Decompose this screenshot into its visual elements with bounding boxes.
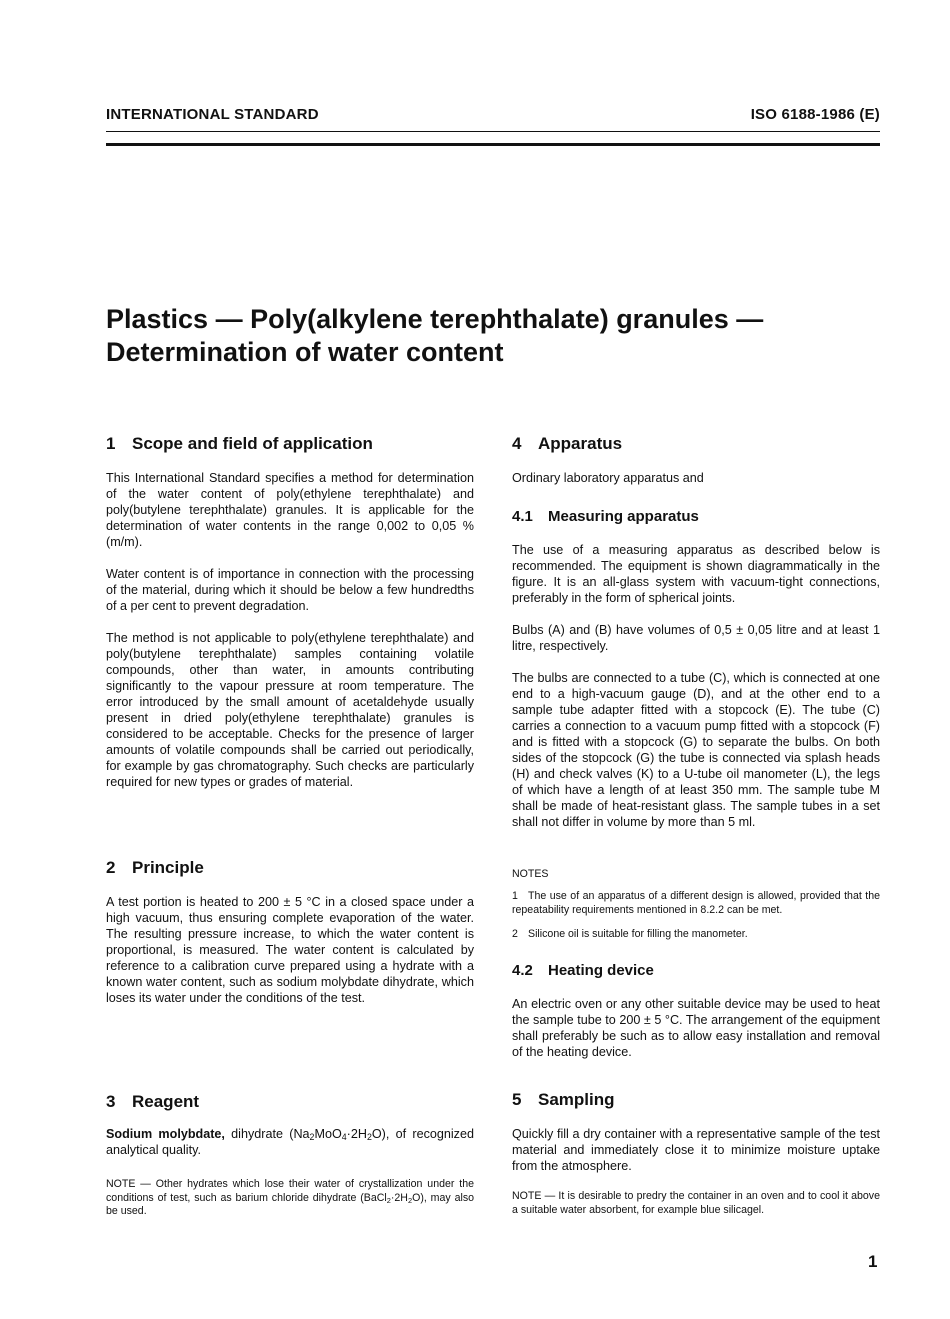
- document-title: [106, 303, 880, 369]
- notes-label: NOTES: [512, 868, 549, 880]
- section-title: Apparatus: [538, 434, 623, 453]
- reagent-name: Sodium molybdate,: [106, 1127, 225, 1141]
- section-2-paragraph: A test portion is heated to 200 ± 5 °C in a closed space under a high vacuum, thus ensuring complete evaporation of the water. The resulting pressure increase, to which the water content is proportional, is measured. The water content is calculated by reference to a calibration curve prepared using a hydrate with a known water content, such as sodium molybdate dihydrate, which loses its water under the conditions of the test.: [106, 895, 474, 1005]
- section-title: Scope and field of application: [132, 434, 373, 453]
- section-1-paragraph-2: Water content is of importance in connection with the processing of the material, during which it should be below a few hundredths of a per cent to prevent degradation.: [106, 567, 474, 613]
- section-4-intro: Ordinary laboratory apparatus and: [512, 471, 704, 485]
- header-rule-thin: [106, 131, 880, 132]
- header-standard-type: INTERNATIONAL STANDARD: [106, 106, 319, 123]
- subsection-4-1-paragraph-2: Bulbs (A) and (B) have volumes of 0,5 ± 0,05 litre and at least 1 litre, respectively.: [512, 623, 880, 653]
- title-line-2: Determination of water content: [106, 337, 504, 367]
- section-5-paragraph: Quickly fill a dry container with a representative sample of the test material and immediately close it to minimize moisture uptake from the atmosphere.: [512, 1127, 880, 1173]
- page-number: 1: [868, 1252, 878, 1271]
- header-rule-thick: [106, 143, 880, 146]
- section-1-paragraph-3: The method is not applicable to poly(ethylene terephthalate) and poly(butylene terephthalate) samples containing volatile compounds, other than water, in amounts contributing significantly to the vapour pressure at room temperature. The error introduced by the small amount of acetaldehyde usually present in dried poly(ethylene terephthalate) granules is considered to be acceptable. Checks for the presence of larger amounts of volatile compounds shall be carried out periodically, for example by gas chromatography. Such checks are particularly required for new types or grades of material.: [106, 631, 474, 789]
- section-number: 5: [512, 1090, 522, 1109]
- subsection-4-2-heading: [512, 962, 654, 979]
- subsection-title: Measuring apparatus: [548, 508, 699, 525]
- note-1: 1 The use of an apparatus of a different design is allowed, provided that the repeatability requirements mentioned in 8.2.2 can be met.: [512, 890, 880, 916]
- section-2-heading: [106, 858, 204, 878]
- subsection-4-1-paragraph-1: The use of a measuring apparatus as described below is recommended. The equipment is shown diagrammatically in the figure. It is an all-glass system with vacuum-tight connections, preferably in the form of spherical joints.: [512, 543, 880, 605]
- section-title: Sampling: [538, 1090, 615, 1109]
- subsection-4-1-heading: [512, 508, 699, 525]
- section-number: 1: [106, 434, 116, 453]
- note-2: 2 Silicone oil is suitable for filling the manometer.: [512, 928, 748, 940]
- section-3-heading: [106, 1092, 199, 1112]
- section-5-note: NOTE — It is desirable to predry the container in an oven and to cool it above a suitable water absorbent, for example blue silicagel.: [512, 1190, 880, 1216]
- section-1-heading: [106, 434, 373, 454]
- section-5-heading: [512, 1090, 615, 1110]
- section-3-note: NOTE — Other hydrates which lose their water of crystallization under the conditions of test, such as barium chloride dihydrate $(BaCl_2\cdot 2H_2O)$, may also be used.: [106, 1178, 475, 1217]
- section-4-heading: [512, 434, 622, 454]
- subsection-number: 4.1: [512, 508, 533, 525]
- section-number: 2: [106, 858, 116, 877]
- section-number: 4: [512, 434, 522, 453]
- header-standard-number: ISO 6188-1986 (E): [750, 106, 880, 123]
- section-number: 3: [106, 1092, 116, 1111]
- section-title: Principle: [132, 858, 204, 877]
- subsection-4-2-paragraph: An electric oven or any other suitable device may be used to heat the sample tube to 200 ± 5 °C. The arrangement of the equipment shall preferably be such as to allow easy installation and removal of the heating device.: [512, 997, 880, 1059]
- section-1-paragraph-1: This International Standard specifies a method for determination of the water content of poly(ethylene terephthalate) and poly(butylene terephthalate) granules. It is applicable for the determination of water contents in the range 0,002 to 0,05 % (m/m).: [106, 471, 474, 549]
- section-3-paragraph: Sodium molybdate, dihydrate $(Na_2MoO_4\cdot 2H_2O)$, of recognized analytical quality.: [106, 1127, 474, 1157]
- title-line-1: Plastics — Poly(alkylene terephthalate) granules —: [106, 304, 764, 334]
- subsection-number: 4.2: [512, 962, 533, 979]
- section-title: Reagent: [132, 1092, 200, 1111]
- running-header: [106, 106, 880, 123]
- subsection-4-1-paragraph-3: The bulbs are connected to a tube (C), which is connected at one end to a high-vacuum gauge (D), and at the other end to a sample tube adapter fitted with a stopcock (E). The tube (C) carries a connection to a vacuum pump fitted with a stopcock (F) and is fitted with a stopcock (G) to separate the bulbs. On both sides of the stopcock (G) the tube is connected via splash heads (H) and check valves (K) to a U-tube oil manometer (L), the legs of which have a length of at least 350 mm. The sample tube M shall be made of heat-resistant glass. The sample tubes in a set shall not differ in volume by more than 5 ml.: [512, 671, 880, 829]
- subsection-title: Heating device: [548, 962, 654, 979]
